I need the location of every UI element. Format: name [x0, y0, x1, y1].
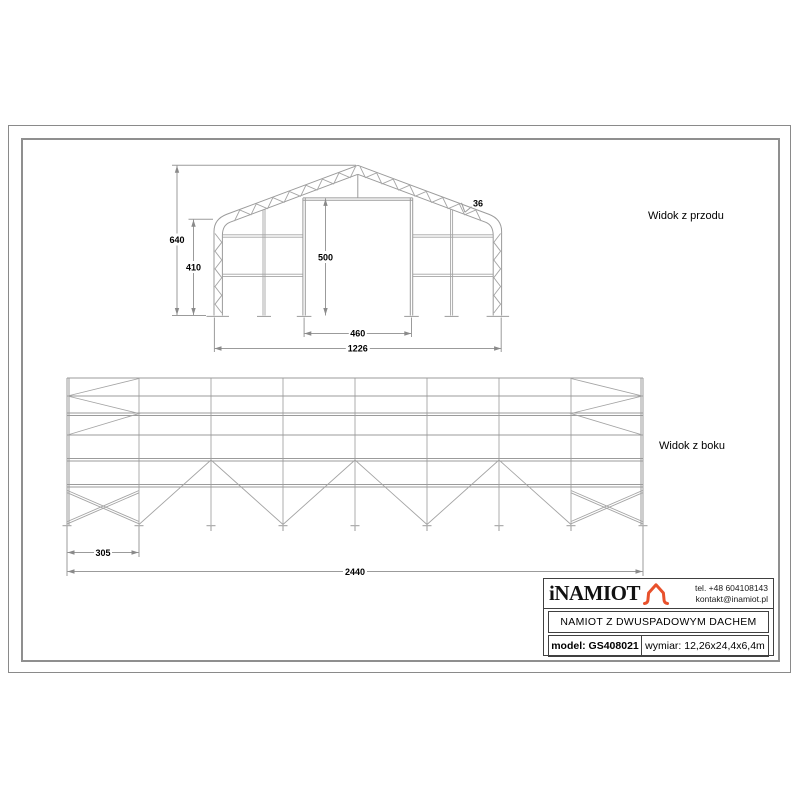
side-view-drawing	[63, 378, 648, 578]
email-address: kontakt@inamiot.pl	[695, 593, 768, 604]
dim-total-height: 640	[169, 235, 185, 246]
tent-icon	[643, 582, 669, 606]
front-view-drawing	[207, 165, 510, 352]
front-view-label: Widok z przodu	[648, 210, 724, 222]
dim-door-height: 500	[317, 252, 334, 263]
product-title: NAMIOT Z DWUSPADOWYM DACHEM	[548, 611, 769, 633]
dim-wall-height: 410	[185, 262, 202, 273]
dim-total-length: 2440	[344, 567, 366, 578]
contact-info	[695, 583, 768, 605]
front-left-half	[207, 165, 358, 352]
front-right-half	[358, 165, 509, 352]
title-block-spec-row	[548, 635, 769, 657]
dim-door-width: 460	[350, 328, 366, 339]
dim-truss-depth: 36	[472, 198, 484, 209]
side-view-label: Widok z boku	[659, 440, 726, 452]
side-view-feet	[63, 526, 648, 531]
side-view-posts	[139, 378, 571, 525]
front-view-dimensions	[168, 165, 502, 354]
title-block-header-row	[544, 579, 773, 609]
dim-bay-spacing: 305	[95, 548, 111, 559]
dim-total-width: 1226	[347, 343, 368, 354]
title-block	[543, 578, 774, 656]
brand-name: iNAMIOT	[549, 581, 640, 605]
model-number: model: GS408021	[549, 636, 642, 656]
product-dimensions: wymiar: 12,26x24,4x6,4m	[645, 640, 765, 652]
brand-logo	[549, 582, 669, 606]
phone-number: tel. +48 604108143	[694, 582, 768, 593]
